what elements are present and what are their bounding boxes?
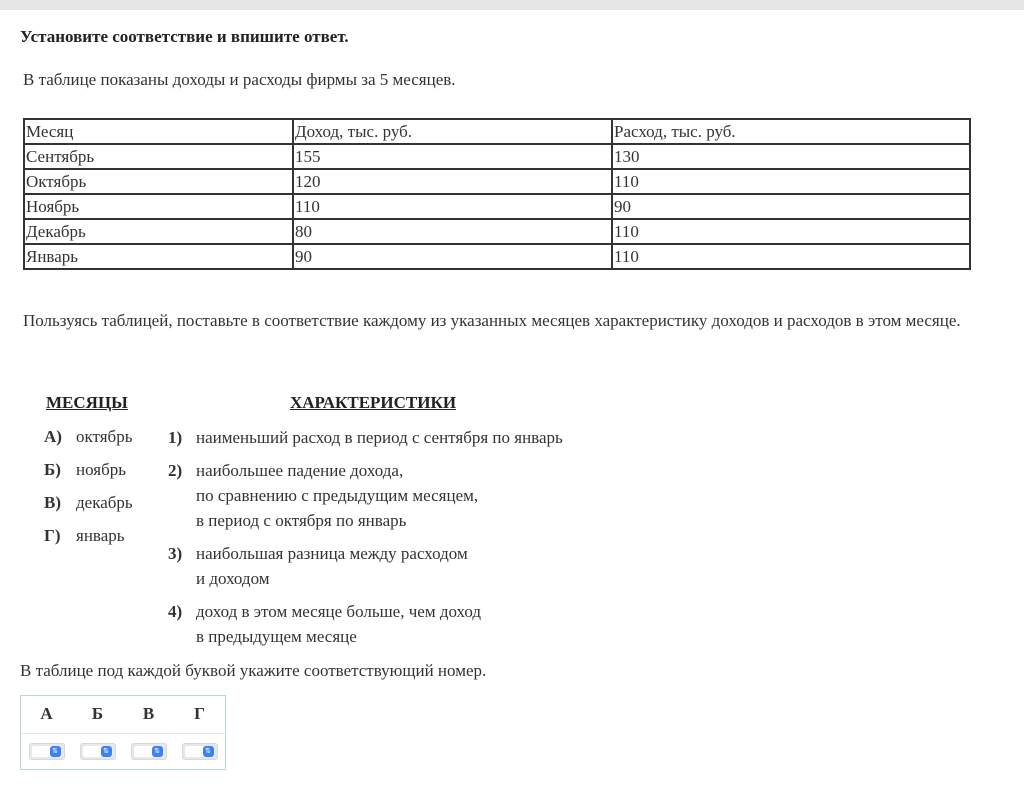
answer-select-g[interactable] [182,743,218,760]
select-updown-icon: ⇅ [203,746,214,757]
table-cell: 155 [293,144,612,169]
characteristic-number: 3) [168,544,183,563]
answer-table [20,695,226,770]
table-cell: Сентябрь [24,144,293,169]
characteristic-line: наименьший расход в период с сентября по январь [196,428,563,447]
table-header-cell: Доход, тыс. руб. [293,119,612,144]
table-row [24,219,970,244]
list-item [168,541,563,591]
characteristic-line: по сравнению с предыдущим месяцем, [196,486,479,505]
characteristic-text [196,458,478,533]
table-cell: 120 [293,169,612,194]
answer-letter: А [40,704,53,723]
characteristic-line: и доходом [196,569,270,588]
task-intro: В таблице показаны доходы и расходы фирмы за 5 месяцев. [23,70,456,89]
table-row [24,194,970,219]
top-bar [0,0,1024,10]
months-list [44,426,133,558]
table-cell: 110 [612,244,970,269]
characteristic-line: в предыдущем месяце [196,627,357,646]
list-item [44,492,133,525]
table-row [24,169,970,194]
list-item [44,525,133,558]
answer-letters-row [21,704,225,724]
table-cell: Октябрь [24,169,293,194]
month-name: октябрь [76,427,133,446]
answer-slot [174,743,225,760]
characteristic-text [196,599,481,649]
answer-letter: В [142,704,155,723]
months-header: МЕСЯЦЫ [46,393,128,412]
table-cell: Ноябрь [24,194,293,219]
table-cell: 80 [293,219,612,244]
characteristic-number: 1) [168,428,183,447]
table-cell: 90 [612,194,970,219]
list-item [44,426,133,459]
table-row [24,244,970,269]
month-name: декабрь [76,493,133,512]
select-updown-icon: ⇅ [101,746,112,757]
list-item [168,425,563,450]
answer-select-b[interactable] [80,743,116,760]
month-letter: Г) [44,526,61,545]
answer-select-a[interactable] [29,743,65,760]
characteristic-number: 4) [168,602,183,621]
month-letter: В) [44,493,61,512]
characteristics-list [168,426,563,657]
table-header-cell: Месяц [24,119,293,144]
list-item [168,599,563,649]
task-title: Установите соответствие и впишите ответ. [20,27,349,46]
income-expense-table [23,118,971,270]
select-updown-icon: ⇅ [152,746,163,757]
answer-select-v[interactable] [131,743,167,760]
characteristic-line: наибольшая разница между расходом [196,544,468,563]
month-name: январь [76,526,125,545]
list-item [44,459,133,492]
table-header-row [24,119,970,144]
instruction-text: Пользуясь таблицей, поставьте в соответствие каждому из указанных месяцев характеристику доходов и расходов в этом месяце. [23,311,961,330]
characteristic-text [196,541,468,591]
table-row [24,144,970,169]
characteristic-line: доход в этом месяце больше, чем доход [196,602,482,621]
answer-slot [123,743,174,760]
table-cell: 130 [612,144,970,169]
characteristic-line: в период с октября по январь [196,511,407,530]
month-letter: Б) [44,460,61,479]
characteristics-header: ХАРАКТЕРИСТИКИ [290,393,457,412]
month-letter: А) [44,427,62,446]
table-cell: 90 [293,244,612,269]
list-item [168,458,563,533]
characteristic-line: наибольшее падение дохода, [196,461,404,480]
characteristic-text [196,425,563,450]
table-header-cell: Расход, тыс. руб. [612,119,970,144]
table-cell: 110 [293,194,612,219]
answer-slot [72,743,123,760]
month-name: ноябрь [76,460,126,479]
table-cell: Январь [24,244,293,269]
select-updown-icon: ⇅ [50,746,61,757]
answer-letter: Г [194,704,205,723]
answer-slot [21,743,72,760]
characteristic-number: 2) [168,461,183,480]
table-cell: 110 [612,169,970,194]
table-cell: Декабрь [24,219,293,244]
table-cell: 110 [612,219,970,244]
answer-letter: Б [91,704,104,723]
answer-divider [21,733,225,734]
answer-selects-row [21,743,225,760]
answer-instruction: В таблице под каждой буквой укажите соответствующий номер. [20,661,487,680]
